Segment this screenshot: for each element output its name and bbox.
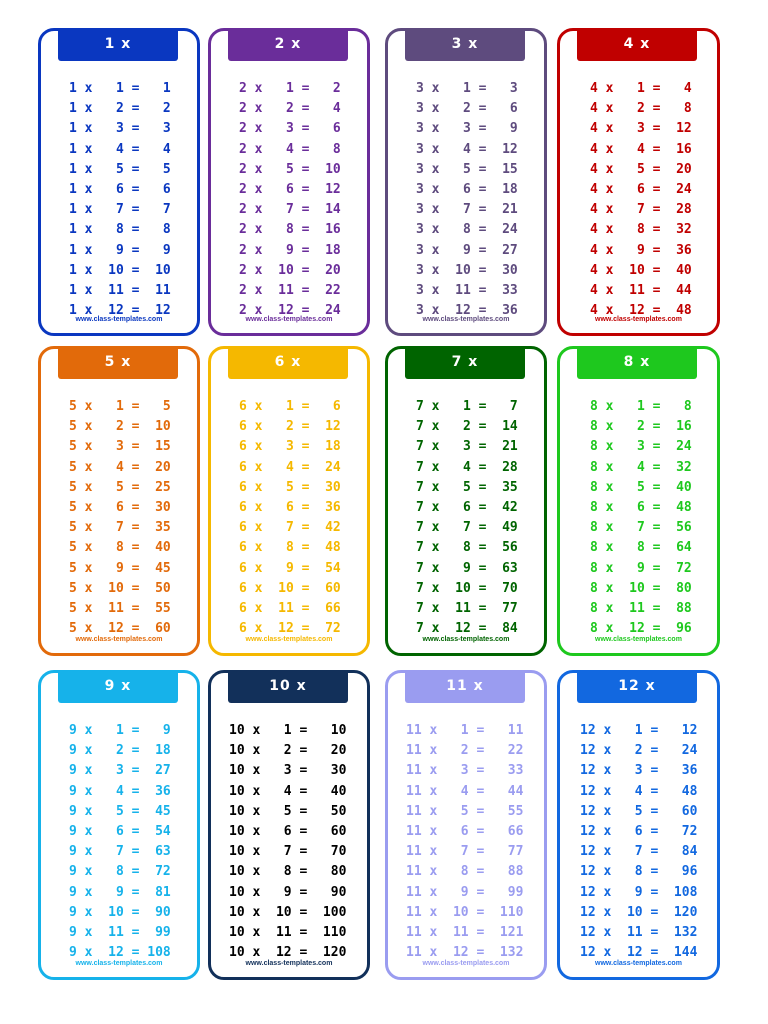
footer-url: www.class-templates.com bbox=[245, 636, 333, 643]
table-row: 6 x 9 = 54 bbox=[239, 560, 341, 576]
table-row: 9 x 11 = 99 bbox=[69, 924, 171, 940]
times-table-card-10 bbox=[208, 670, 370, 980]
table-row: 7 x 6 = 42 bbox=[416, 499, 518, 515]
table-title: 2 x bbox=[228, 28, 348, 61]
table-row: 9 x 1 = 9 bbox=[69, 723, 171, 738]
table-title: 5 x bbox=[58, 346, 178, 379]
table-row: 3 x 7 = 21 bbox=[416, 202, 518, 218]
times-table-card-2 bbox=[208, 28, 370, 336]
times-table-card-5 bbox=[38, 346, 200, 656]
table-rows bbox=[211, 397, 367, 639]
table-row: 8 x 9 = 72 bbox=[590, 560, 692, 576]
table-row: 8 x 1 = 8 bbox=[590, 399, 692, 414]
table-row: 12 x 11 = 132 bbox=[580, 924, 698, 940]
table-row: 12 x 5 = 60 bbox=[580, 803, 698, 819]
table-row: 9 x 12 = 108 bbox=[69, 945, 171, 961]
table-row: 4 x 5 = 20 bbox=[590, 161, 692, 177]
table-title: 1 x bbox=[58, 28, 178, 61]
table-row: 5 x 9 = 45 bbox=[69, 560, 171, 576]
table-row: 8 x 3 = 24 bbox=[590, 439, 692, 455]
table-row: 10 x 10 = 100 bbox=[229, 904, 347, 920]
table-row: 5 x 5 = 25 bbox=[69, 479, 171, 495]
table-row: 8 x 12 = 96 bbox=[590, 621, 692, 637]
table-row: 11 x 12 = 132 bbox=[406, 945, 524, 961]
table-row: 12 x 9 = 108 bbox=[580, 884, 698, 900]
footer-url: www.class-templates.com bbox=[595, 960, 682, 967]
table-row: 5 x 1 = 5 bbox=[69, 399, 171, 414]
table-row: 6 x 7 = 42 bbox=[239, 520, 341, 536]
table-title: 3 x bbox=[405, 28, 525, 61]
table-title: 11 x bbox=[405, 670, 525, 703]
table-row: 7 x 3 = 21 bbox=[416, 439, 518, 455]
table-row: 3 x 8 = 24 bbox=[416, 222, 518, 238]
table-row: 6 x 1 = 6 bbox=[239, 399, 341, 414]
table-row: 11 x 11 = 121 bbox=[406, 924, 524, 940]
table-row: 12 x 10 = 120 bbox=[580, 904, 698, 920]
table-row: 11 x 1 = 11 bbox=[406, 723, 524, 738]
footer-url: www.class-templates.com bbox=[422, 636, 510, 643]
table-rows bbox=[211, 721, 367, 963]
table-rows bbox=[560, 397, 717, 639]
table-row: 12 x 2 = 24 bbox=[580, 743, 698, 759]
table-row: 11 x 5 = 55 bbox=[406, 803, 524, 819]
table-row: 2 x 3 = 6 bbox=[239, 121, 341, 137]
table-row: 8 x 11 = 88 bbox=[590, 600, 692, 616]
table-row: 7 x 7 = 49 bbox=[416, 520, 518, 536]
table-row: 10 x 11 = 110 bbox=[229, 924, 347, 940]
table-row: 5 x 10 = 50 bbox=[69, 580, 171, 596]
table-row: 5 x 8 = 40 bbox=[69, 540, 171, 556]
table-row: 5 x 2 = 10 bbox=[69, 419, 171, 435]
times-table-card-3 bbox=[385, 28, 547, 336]
footer-url: www.class-templates.com bbox=[75, 316, 163, 323]
table-row: 8 x 6 = 48 bbox=[590, 499, 692, 515]
table-title: 9 x bbox=[58, 670, 178, 703]
table-row: 8 x 2 = 16 bbox=[590, 419, 692, 435]
table-row: 3 x 9 = 27 bbox=[416, 242, 518, 258]
table-row: 7 x 12 = 84 bbox=[416, 621, 518, 637]
table-row: 6 x 8 = 48 bbox=[239, 540, 341, 556]
table-title: 10 x bbox=[228, 670, 348, 703]
table-row: 1 x 1 = 1 bbox=[69, 81, 171, 96]
times-table-card-6 bbox=[208, 346, 370, 656]
footer-url: www.class-templates.com bbox=[75, 636, 163, 643]
table-row: 11 x 4 = 44 bbox=[406, 783, 524, 799]
table-row: 6 x 5 = 30 bbox=[239, 479, 341, 495]
table-row: 9 x 9 = 81 bbox=[69, 884, 171, 900]
footer-url: www.class-templates.com bbox=[75, 960, 163, 967]
table-row: 4 x 8 = 32 bbox=[590, 222, 692, 238]
table-row: 12 x 3 = 36 bbox=[580, 763, 698, 779]
table-row: 6 x 3 = 18 bbox=[239, 439, 341, 455]
table-row: 3 x 11 = 33 bbox=[416, 282, 518, 298]
table-row: 9 x 7 = 63 bbox=[69, 844, 171, 860]
table-row: 5 x 4 = 20 bbox=[69, 459, 171, 475]
times-table-card-7 bbox=[385, 346, 547, 656]
table-row: 2 x 6 = 12 bbox=[239, 181, 341, 197]
table-row: 9 x 8 = 72 bbox=[69, 864, 171, 880]
table-row: 5 x 7 = 35 bbox=[69, 520, 171, 536]
table-row: 1 x 10 = 10 bbox=[69, 262, 171, 278]
table-row: 12 x 4 = 48 bbox=[580, 783, 698, 799]
table-row: 1 x 8 = 8 bbox=[69, 222, 171, 238]
table-row: 11 x 8 = 88 bbox=[406, 864, 524, 880]
table-row: 6 x 12 = 72 bbox=[239, 621, 341, 637]
table-rows bbox=[41, 721, 197, 963]
times-table-card-1 bbox=[38, 28, 200, 336]
table-row: 10 x 6 = 60 bbox=[229, 823, 347, 839]
table-row: 10 x 1 = 10 bbox=[229, 723, 347, 738]
table-rows bbox=[388, 721, 544, 963]
table-row: 7 x 4 = 28 bbox=[416, 459, 518, 475]
table-rows bbox=[41, 397, 197, 639]
times-table-card-9 bbox=[38, 670, 200, 980]
table-title: 8 x bbox=[577, 346, 697, 379]
table-row: 11 x 7 = 77 bbox=[406, 844, 524, 860]
table-row: 3 x 2 = 6 bbox=[416, 101, 518, 117]
table-row: 10 x 12 = 120 bbox=[229, 945, 347, 961]
table-row: 1 x 11 = 11 bbox=[69, 282, 171, 298]
table-row: 3 x 5 = 15 bbox=[416, 161, 518, 177]
table-row: 10 x 7 = 70 bbox=[229, 844, 347, 860]
times-table-card-4 bbox=[557, 28, 720, 336]
table-row: 2 x 2 = 4 bbox=[239, 101, 341, 117]
table-row: 8 x 4 = 32 bbox=[590, 459, 692, 475]
table-row: 8 x 10 = 80 bbox=[590, 580, 692, 596]
table-row: 7 x 9 = 63 bbox=[416, 560, 518, 576]
table-row: 3 x 4 = 12 bbox=[416, 141, 518, 157]
footer-url: www.class-templates.com bbox=[422, 960, 510, 967]
table-row: 10 x 5 = 50 bbox=[229, 803, 347, 819]
table-row: 12 x 7 = 84 bbox=[580, 844, 698, 860]
table-row: 2 x 1 = 2 bbox=[239, 81, 341, 96]
table-row: 4 x 10 = 40 bbox=[590, 262, 692, 278]
table-row: 1 x 4 = 4 bbox=[69, 141, 171, 157]
table-rows bbox=[388, 79, 544, 321]
table-rows bbox=[41, 79, 197, 321]
table-row: 1 x 3 = 3 bbox=[69, 121, 171, 137]
table-row: 8 x 7 = 56 bbox=[590, 520, 692, 536]
table-row: 4 x 3 = 12 bbox=[590, 121, 692, 137]
times-table-card-11 bbox=[385, 670, 547, 980]
table-row: 2 x 12 = 24 bbox=[239, 303, 341, 319]
table-row: 10 x 9 = 90 bbox=[229, 884, 347, 900]
table-row: 2 x 10 = 20 bbox=[239, 262, 341, 278]
table-row: 4 x 1 = 4 bbox=[590, 81, 692, 96]
table-row: 10 x 4 = 40 bbox=[229, 783, 347, 799]
footer-url: www.class-templates.com bbox=[595, 636, 682, 643]
table-row: 4 x 4 = 16 bbox=[590, 141, 692, 157]
table-row: 1 x 9 = 9 bbox=[69, 242, 171, 258]
table-row: 9 x 4 = 36 bbox=[69, 783, 171, 799]
table-row: 5 x 12 = 60 bbox=[69, 621, 171, 637]
table-row: 9 x 5 = 45 bbox=[69, 803, 171, 819]
table-row: 6 x 6 = 36 bbox=[239, 499, 341, 515]
table-row: 8 x 5 = 40 bbox=[590, 479, 692, 495]
table-title: 6 x bbox=[228, 346, 348, 379]
table-row: 6 x 10 = 60 bbox=[239, 580, 341, 596]
table-row: 2 x 7 = 14 bbox=[239, 202, 341, 218]
table-row: 5 x 11 = 55 bbox=[69, 600, 171, 616]
table-row: 7 x 11 = 77 bbox=[416, 600, 518, 616]
table-row: 11 x 3 = 33 bbox=[406, 763, 524, 779]
table-row: 7 x 10 = 70 bbox=[416, 580, 518, 596]
footer-url: www.class-templates.com bbox=[245, 316, 333, 323]
times-table-card-8 bbox=[557, 346, 720, 656]
footer-url: www.class-templates.com bbox=[422, 316, 510, 323]
table-row: 12 x 6 = 72 bbox=[580, 823, 698, 839]
table-rows bbox=[388, 397, 544, 639]
table-row: 7 x 5 = 35 bbox=[416, 479, 518, 495]
table-row: 9 x 6 = 54 bbox=[69, 823, 171, 839]
times-table-card-12 bbox=[557, 670, 720, 980]
table-row: 9 x 10 = 90 bbox=[69, 904, 171, 920]
table-row: 1 x 6 = 6 bbox=[69, 181, 171, 197]
table-row: 5 x 6 = 30 bbox=[69, 499, 171, 515]
table-row: 10 x 2 = 20 bbox=[229, 743, 347, 759]
table-row: 2 x 8 = 16 bbox=[239, 222, 341, 238]
table-row: 4 x 2 = 8 bbox=[590, 101, 692, 117]
table-row: 7 x 8 = 56 bbox=[416, 540, 518, 556]
table-rows bbox=[560, 79, 717, 321]
table-row: 4 x 11 = 44 bbox=[590, 282, 692, 298]
table-row: 11 x 10 = 110 bbox=[406, 904, 524, 920]
table-row: 1 x 5 = 5 bbox=[69, 161, 171, 177]
table-row: 12 x 8 = 96 bbox=[580, 864, 698, 880]
table-row: 3 x 1 = 3 bbox=[416, 81, 518, 96]
table-row: 3 x 3 = 9 bbox=[416, 121, 518, 137]
table-row: 2 x 4 = 8 bbox=[239, 141, 341, 157]
table-row: 10 x 8 = 80 bbox=[229, 864, 347, 880]
table-row: 9 x 2 = 18 bbox=[69, 743, 171, 759]
table-row: 2 x 11 = 22 bbox=[239, 282, 341, 298]
table-row: 2 x 5 = 10 bbox=[239, 161, 341, 177]
table-row: 11 x 9 = 99 bbox=[406, 884, 524, 900]
table-row: 4 x 6 = 24 bbox=[590, 181, 692, 197]
footer-url: www.class-templates.com bbox=[595, 316, 682, 323]
table-rows bbox=[560, 721, 717, 963]
table-title: 12 x bbox=[577, 670, 697, 703]
table-title: 7 x bbox=[405, 346, 525, 379]
table-row: 4 x 12 = 48 bbox=[590, 303, 692, 319]
footer-url: www.class-templates.com bbox=[245, 960, 333, 967]
table-row: 7 x 1 = 7 bbox=[416, 399, 518, 414]
table-row: 10 x 3 = 30 bbox=[229, 763, 347, 779]
table-rows bbox=[211, 79, 367, 321]
table-row: 12 x 12 = 144 bbox=[580, 945, 698, 961]
table-row: 11 x 6 = 66 bbox=[406, 823, 524, 839]
table-row: 1 x 7 = 7 bbox=[69, 202, 171, 218]
table-row: 4 x 7 = 28 bbox=[590, 202, 692, 218]
table-row: 12 x 1 = 12 bbox=[580, 723, 698, 738]
table-row: 9 x 3 = 27 bbox=[69, 763, 171, 779]
table-title: 4 x bbox=[577, 28, 697, 61]
table-row: 1 x 12 = 12 bbox=[69, 303, 171, 319]
table-row: 3 x 12 = 36 bbox=[416, 303, 518, 319]
table-row: 1 x 2 = 2 bbox=[69, 101, 171, 117]
table-row: 11 x 2 = 22 bbox=[406, 743, 524, 759]
table-row: 4 x 9 = 36 bbox=[590, 242, 692, 258]
table-row: 6 x 2 = 12 bbox=[239, 419, 341, 435]
table-row: 5 x 3 = 15 bbox=[69, 439, 171, 455]
table-row: 2 x 9 = 18 bbox=[239, 242, 341, 258]
table-row: 8 x 8 = 64 bbox=[590, 540, 692, 556]
table-row: 7 x 2 = 14 bbox=[416, 419, 518, 435]
table-row: 3 x 10 = 30 bbox=[416, 262, 518, 278]
table-row: 6 x 11 = 66 bbox=[239, 600, 341, 616]
table-row: 3 x 6 = 18 bbox=[416, 181, 518, 197]
table-row: 6 x 4 = 24 bbox=[239, 459, 341, 475]
